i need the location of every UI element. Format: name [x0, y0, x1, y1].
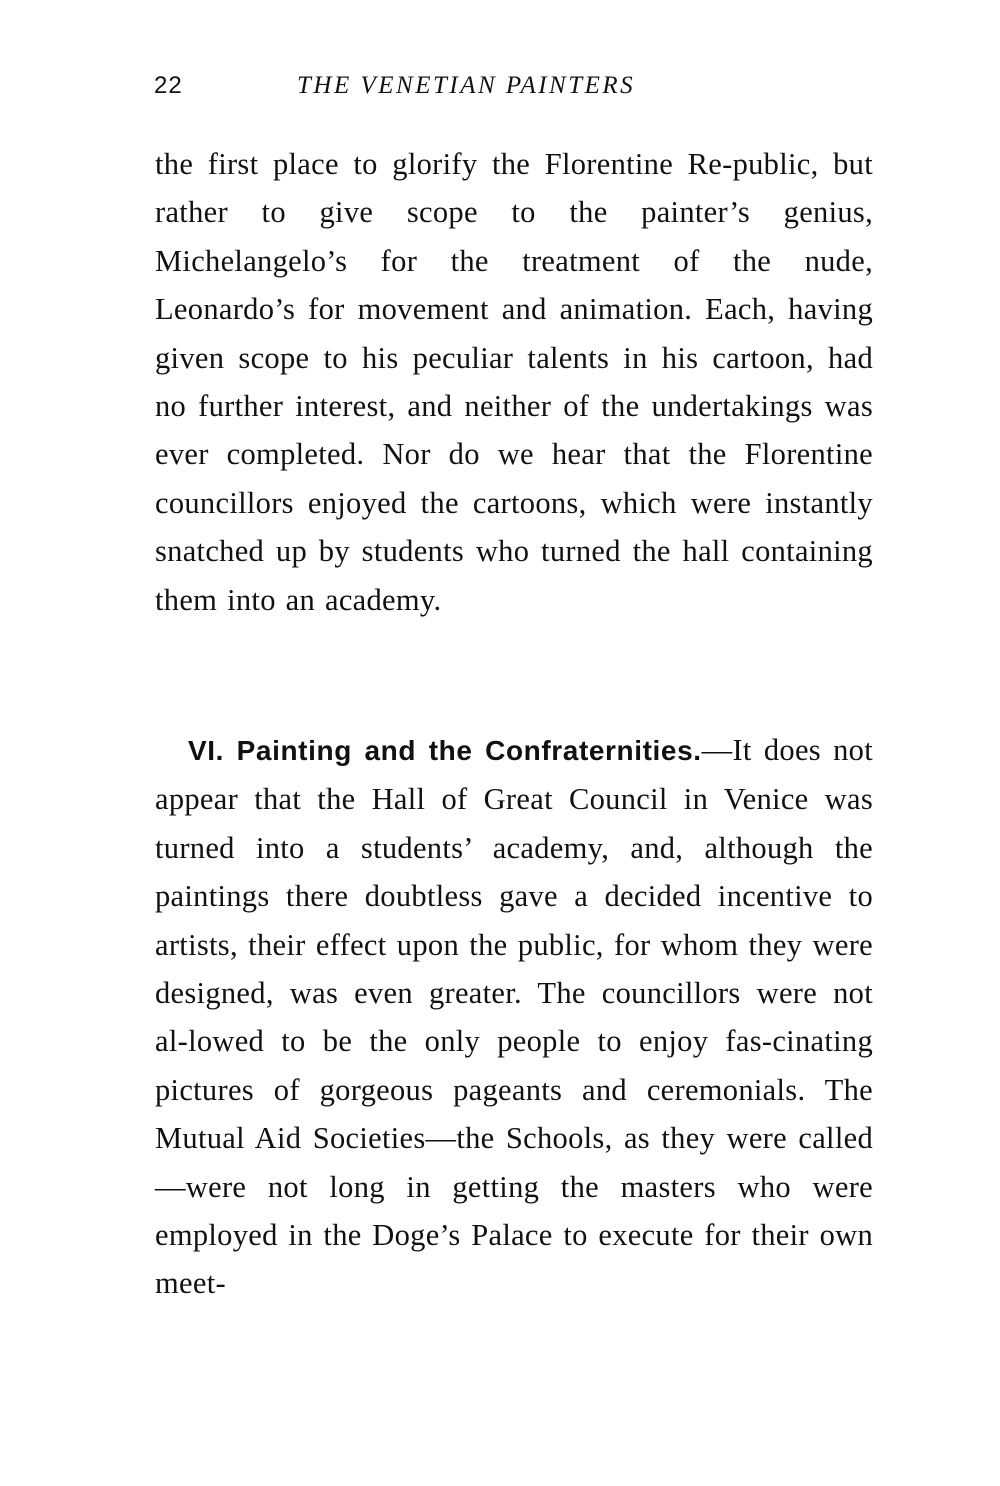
- section-heading: VI. Painting and the Confraternities.: [188, 735, 702, 766]
- page-number: 22: [154, 72, 183, 99]
- paragraph-1-text: the first place to glorify the Florentine Re-public, but rather to give scope to the painter’s genius, Michelangelo’s for the treatment of the nude, Leonardo’s for movement and animation. Each, having given scope to his peculiar talents in his cartoon, had no further interest, and neither of the undertakings was ever completed. Nor do we hear that the Florentine councillors enjoyed the cartoons, which were instantly snatched up by students who turned the hall containing them into an academy.: [155, 147, 873, 617]
- paragraph-2-text: —It does not appear that the Hall of Great Council in Venice was turned into a students’ academy, and, although the paintings there doubtless gave a decided incentive to artists, their effect upon the public, for whom they were designed, was even greater. The councillors were not al-lowed to be the only people to enjoy fas-cinating pictures of gorgeous pageants and ceremonials. The Mutual Aid Societies—the Schools, as they were called—were not long in getting the masters who were employed in the Doge’s Palace to execute for their own meet-: [155, 733, 873, 1301]
- running-head: [152, 72, 872, 108]
- body-paragraph-1: [155, 140, 873, 624]
- body-paragraph-2: [155, 726, 873, 1308]
- running-title: THE VENETIAN PAINTERS: [297, 72, 636, 99]
